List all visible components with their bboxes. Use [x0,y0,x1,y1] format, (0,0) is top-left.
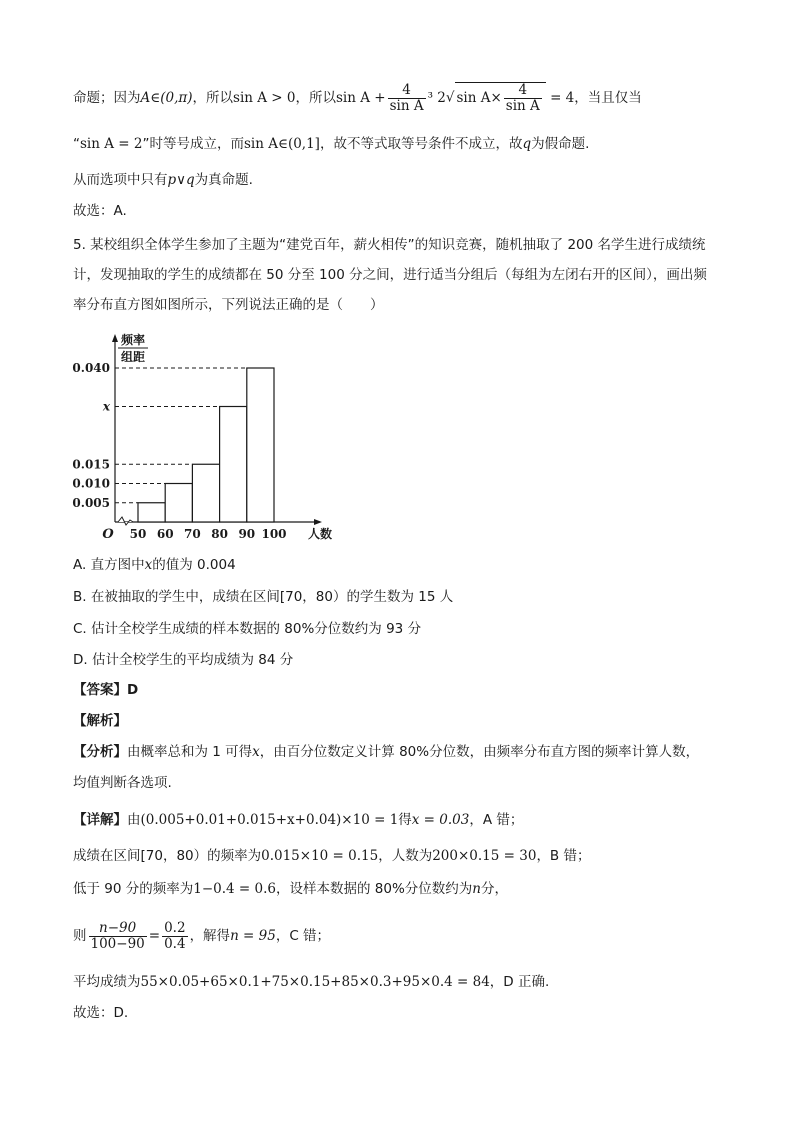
answer-label: 【答案】D [73,682,139,698]
x-tick-label: 100 [261,527,287,541]
math-inline: A∈(0,π) [140,90,193,106]
histogram-bar [165,484,192,523]
x-tick-label: 90 [238,527,256,541]
y-tick-label: x [102,399,110,414]
detail-line-5: 平均成绩为55×0.05+65×0.1+75×0.15+85×0.3+95×0.4 = 84，D 正确. [73,974,550,990]
math-inline: sin A > 0 [233,90,296,106]
y-tick-label: 0.015 [72,457,110,472]
option-c: C. 估计全校学生成绩的样本数据的 80%分位数约为 93 分 [73,621,422,637]
x-tick-label: 50 [129,527,147,541]
y-tick-label: 0.040 [72,361,110,375]
detail-line-3: 低于 90 分的频率为1−0.4 = 0.6，设样本数据的 80%分位数约为n分， [73,881,508,897]
y-axis-label-top: 频率 [120,333,146,347]
x-tick-label: 60 [156,527,174,541]
y-tick-label: 0.005 [72,495,110,510]
y-axis-label-bottom: 组距 [120,350,146,364]
option-a: A. 直方图中x的值为 0.004 [73,557,236,573]
fraction: $\frac{n-90}{100-90}$ [90,919,145,952]
axis-break [118,517,133,525]
y-axis-arrow [112,334,118,342]
question-5-line-3: 率分布直方图如图所示，下列说法正确的是（ ） [73,297,384,313]
fraction: $\frac{0.2}{0.4}$ [164,919,186,952]
fraction: $\frac{4}{\text{sin A}}$ [389,81,424,114]
solution-line-3: 从而选项中只有p∨q为真命题. [73,172,253,188]
option-d: D. 估计全校学生的平均成绩为 84 分 [73,652,294,668]
histogram-bar [192,464,219,522]
math-inline: (0.005+0.01+0.015+x+0.04)×10 = 1 [140,812,399,828]
analysis-line-2: 均值判断各选项. [73,775,172,791]
histogram-bar [247,368,274,522]
math-inline: sin A = 2 [80,136,143,152]
sqrt-expression: √ sin A× $\frac{4}{\text{sin A}}$ [446,82,546,114]
x-tick-label: 70 [184,527,201,541]
histogram-bar [138,503,165,522]
histogram-chart [70,330,340,545]
solution-line-2: “sin A = 2”时等号成立，而sin A∈(0,1]，故不等式取等号条件不成立，故q为假命题. [73,136,590,152]
fraction: $\frac{4}{\text{sin A}}$ [505,82,540,114]
solution-line-1: 命题；因为A∈(0,π)，所以sin A > 0，所以sin A + $\frac{4}{\text{sin A}}$ ³ 2√ sin A× $\frac{4}{\text{sin A}}$ = 4，当且仅当 [73,81,642,114]
histogram-bar [220,407,247,523]
origin-label: O [102,527,114,542]
detail-line-1: 【详解】由(0.005+0.01+0.015+x+0.04)×10 = 1得x = 0.03，A 错； [73,812,524,828]
detail-line-4: 则 $\frac{n-90}{100-90}$ = $\frac{0.2}{0.4}$ ，解得n = 95，C 错； [73,919,331,952]
final-choice: 故选：D. [73,1005,129,1021]
question-5-line-2: 计，发现抽取的学生的成绩都在 50 分至 100 分之间，进行适当分组后（每组为左闭右开的区间），画出频 [73,267,707,283]
detail-line-2: 成绩在区间[70，80）的频率为0.015×10 = 0.15，人数为200×0.15 = 30，B 错； [73,848,591,864]
analysis-label: 【解析】 [73,713,127,729]
x-axis-label: 人数 [307,527,332,541]
math-inline: sin A + [336,90,386,106]
x-tick-label: 80 [211,527,228,541]
question-5-line-1: 5. 某校组织全体学生参加了主题为“建党百年，薪火相传”的知识竞赛，随机抽取了 200 名学生进行成绩统 [73,237,706,253]
y-tick-label: 0.010 [72,476,110,491]
option-b: B. 在被抽取的学生中，成绩在区间[70，80）的学生数为 15 人 [73,589,454,605]
x-axis-arrow [314,519,322,525]
analysis-line-1: 【分析】由概率总和为 1 可得x，由百分位数定义计算 80%分位数，由频率分布直方图的频率计算人数， [73,744,700,760]
math-inline: sin A∈(0,1] [243,136,320,152]
choice-line: 故选：A. [73,203,127,219]
